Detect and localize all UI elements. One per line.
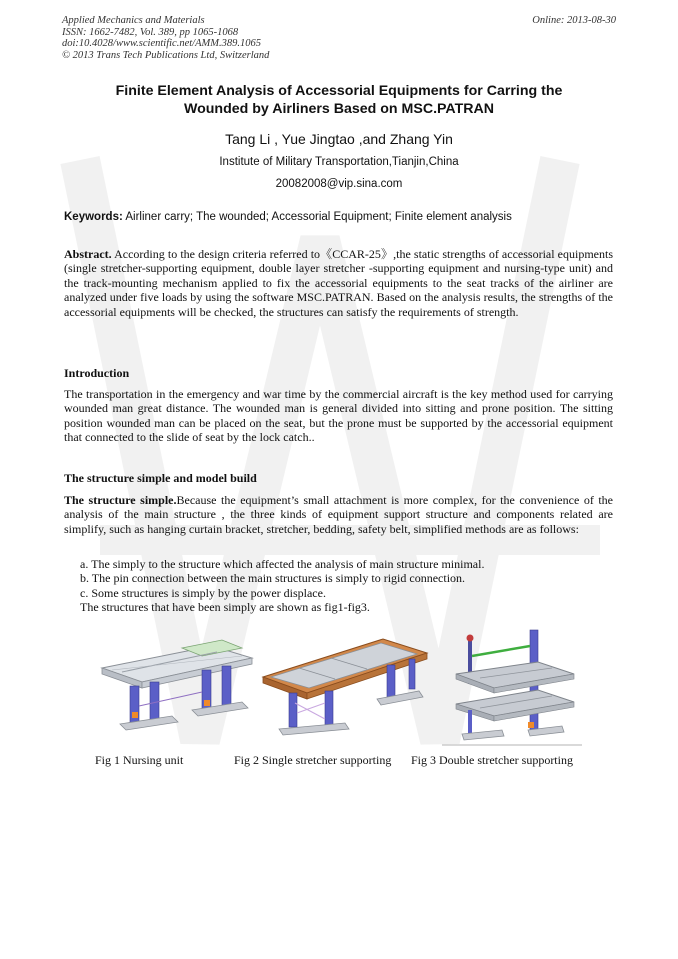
introduction-text: The transportation in the emergency and war time by the commercial aircraft is the key method used for carrying wounded man great distance. The wounded man is general divided into sitting and prone position. The sitting position wounded man can be placed on the seat, but the prone must be supported by the accessorial equipment that connected to the slide of seat by the lock catch.. xyxy=(64,387,613,445)
structure-text: Because the equipment’s small attachment is more complex, for the convenience of the analysis of the main structure , the three kinds of equipment support structure and components related are simplify, such as hanging curtain bracket, stretcher, bedding, safety belt, simplified methods are as follows: xyxy=(64,493,613,536)
paper-title xyxy=(62,82,616,118)
figure-2-caption: Fig 2 Single stretcher supporting xyxy=(234,753,392,767)
list-item: The structures that have been simply are shown as fig1-fig3. xyxy=(80,600,370,615)
abstract-label: Abstract. xyxy=(64,247,112,261)
abstract xyxy=(64,247,613,319)
title-line-1: Finite Element Analysis of Accessorial Equipments for Carring the xyxy=(115,83,563,99)
journal-name: Applied Mechanics and Materials xyxy=(62,15,205,26)
author-email: 20082008@vip.sina.com xyxy=(275,178,403,190)
simplification-list xyxy=(80,557,484,615)
list-item: b. The pin connection between the main structures is simply to rigid connection. xyxy=(80,571,466,586)
figure-3-caption: Fig 3 Double stretcher supporting xyxy=(411,753,573,767)
authors: Tang Li , Yue Jingtao ,and Zhang Yin xyxy=(225,131,453,147)
online-date: Online: 2013-08-30 xyxy=(532,15,616,26)
figure-2-single-stretcher-image xyxy=(259,633,429,743)
keywords-label: Keywords: xyxy=(64,211,123,223)
doi-line: doi:10.4028/www.scientific.net/AMM.389.1065 xyxy=(62,38,261,49)
issn-line: ISSN: 1662-7482, Vol. 389, pp 1065-1068 xyxy=(62,26,239,38)
abstract-text: According to the design criteria referred to《CCAR-25》,the static strengths of accessorial equipments (single stretcher-supporting equipment, double layer stretcher -supporting equipment and nursing-type unit) and the track-mounting mechanism applied to fix the accessorial equipments to the seat tracks of the airliner are analyzed under five loads by using the software MSC.PATRAN. Based on the analysis results, the strengths of the accessorial equipments will be checked, the structures can satisfy the requirements of strength. xyxy=(64,247,613,319)
keywords-text: Airliner carry; The wounded; Accessorial Equipment; Finite element analysis xyxy=(125,211,512,223)
figure-1-nursing-unit-image xyxy=(92,636,262,742)
title-line-2: Wounded by Airliners Based on MSC.PATRAN xyxy=(183,101,495,117)
keywords xyxy=(64,211,618,223)
journal-header xyxy=(62,15,269,61)
structure-label: The structure simple. xyxy=(64,493,177,507)
list-item: c. Some structures is simply by the power displace. xyxy=(80,585,326,600)
affiliation: Institute of Military Transportation,Tianjin,China xyxy=(219,156,459,168)
structure-paragraph xyxy=(64,493,613,536)
figure-1-caption: Fig 1 Nursing unit xyxy=(95,753,184,767)
copyright-line: © 2013 Trans Tech Publications Ltd, Switzerland xyxy=(62,49,270,61)
list-item: a. The simply to the structure which affected the analysis of main structure minimal. xyxy=(80,557,485,571)
figure-3-double-stretcher-image xyxy=(442,626,582,746)
section-heading-structure: The structure simple and model build xyxy=(64,471,257,485)
section-heading-introduction: Introduction xyxy=(64,366,130,380)
